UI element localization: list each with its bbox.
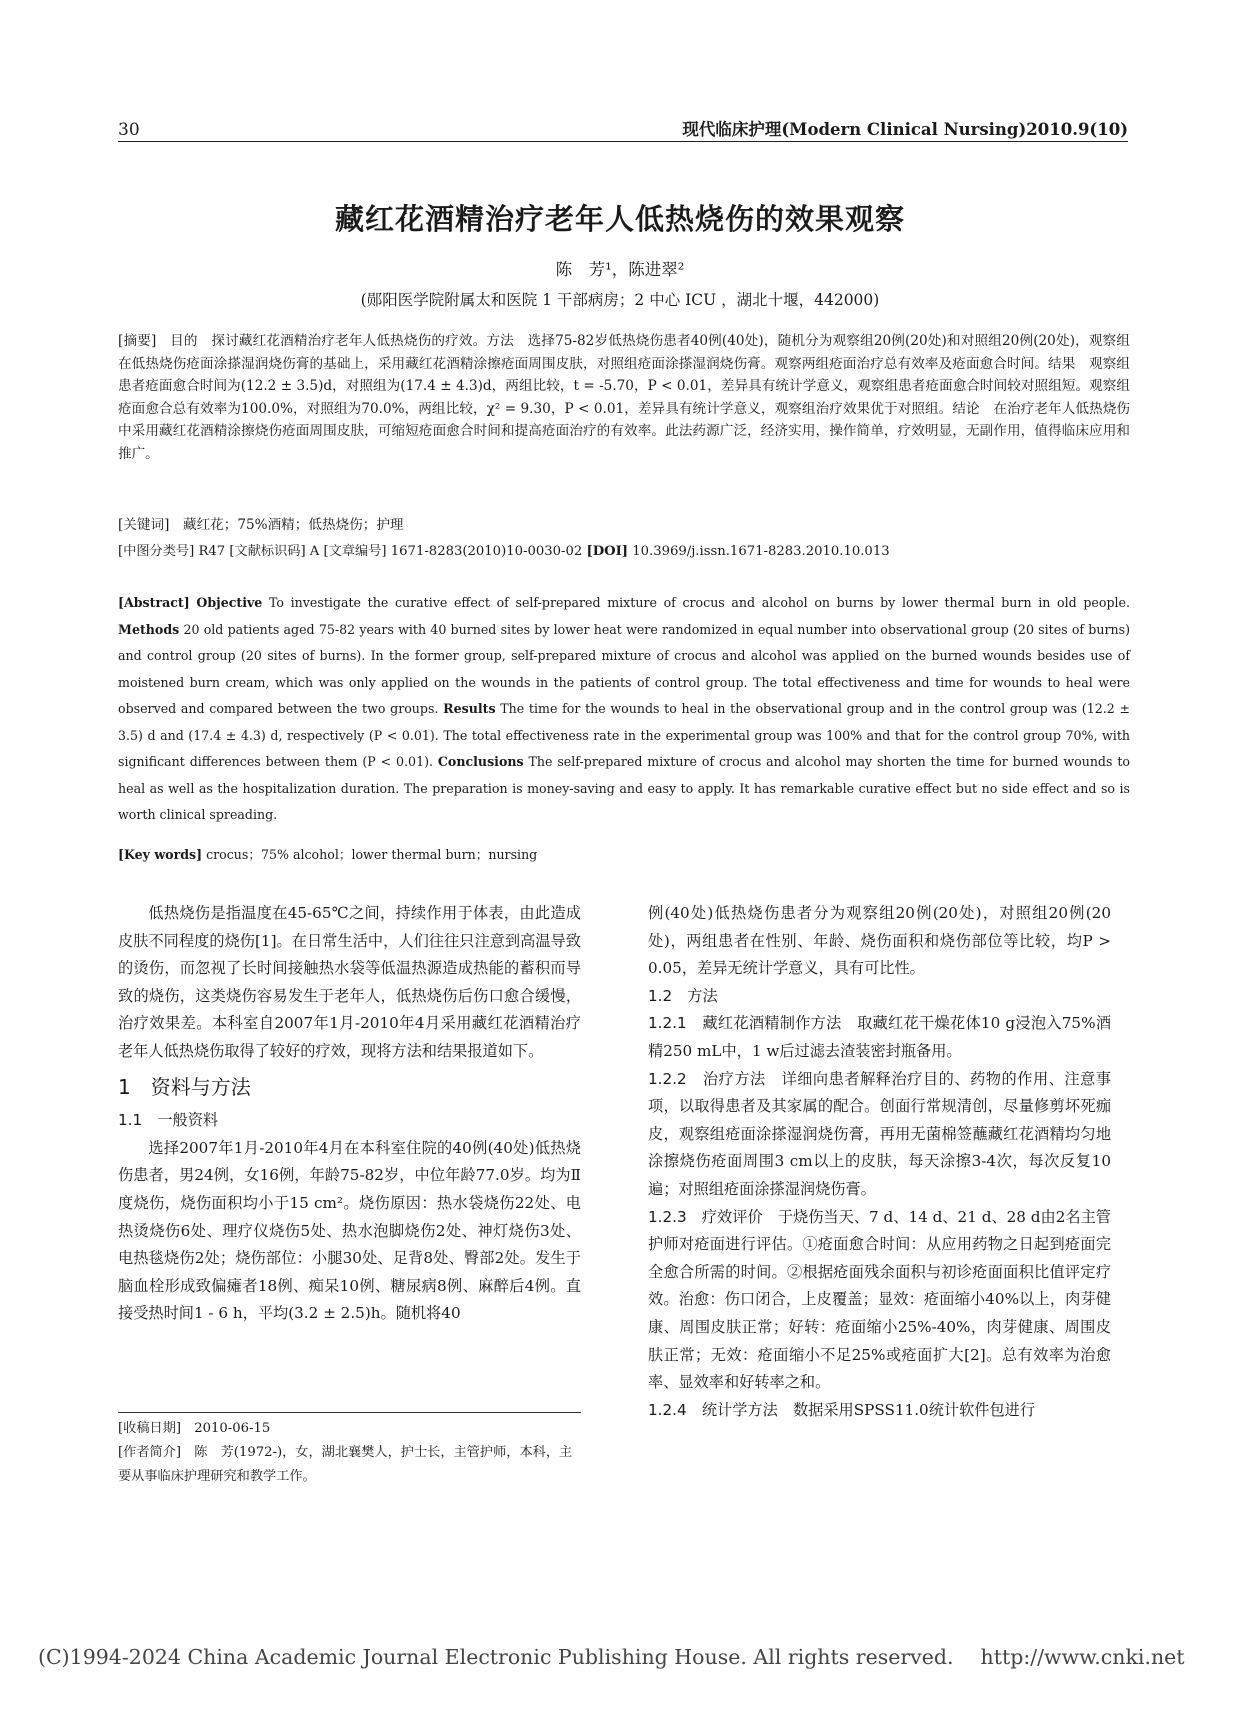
affiliation: (郧阳医学院附属太和医院 1 干部病房；2 中心 ICU ，湖北十堰，442000) [360,291,880,309]
methods-label: Methods [118,621,180,637]
authors: 陈 芳¹，陈进翠² [555,260,685,279]
doc-code-value: A [309,544,320,559]
header-rule [118,141,1128,142]
abstract-cn-text: 目的 探讨藏红花酒精治疗老年人低热烧伤的疗效。方法 选择75-82岁低热烧伤患者40例(40处)，随机分为观察组20例(20处)和对照组20例(20处)，观察组在低热烧伤疮面涂搽湿润烧伤膏的基础上，采用藏红花酒精涂擦疮面周围皮肤，对照组疮面涂搽湿润烧伤膏。观察两组疮面治疗总有效率及疮面愈合时间。结果 观察组患者疮面愈合时间为(12.2 ± 3.5)d，对照组为(17.4 ± 4.3)d，两组比较，t = -5.70，P < 0.01，差异具有统计学意义，观察组患者疮面愈合时间较对照组短。观察组疮面愈合总有效率为100.0%，对照组为70.0%，两组比较，χ² = 9.30，P < 0.01，差异具有统计学意义，观察组治疗效果优于对照组。结论 在治疗老年人低热烧伤中采用藏红花酒精涂擦烧伤疮面周围皮肤，可缩短疮面愈合时间和提高疮面治疗的有效率。此法药源广泛，经济实用，操作简单，疗效明显，无副作用，值得临床应用和推广。 [118,333,1131,462]
section-1-heading: 1 资料与方法 [118,1074,251,1099]
right-column [648,900,1111,1424]
intro-paragraph: 低热烧伤是指温度在45-65℃之间，持续作用于体表，由此造成皮肤不同程度的烧伤[1]。在日常生活中，人们往往只注意到高温导致的烫伤，而忽视了长时间接触热水袋等低温热源造成热能的蓄积而导致的烧伤，这类烧伤容易发生于老年人，低热烧伤后伤口愈合缓慢，治疗效果差。本科室自2007年1月-2010年4月采用藏红花酒精治疗老年人低热烧伤取得了较好的疗效，现将方法和结果报道如下。 [118,904,581,1060]
doc-code-label: [文献标识码] [229,544,306,559]
keywords-en-text: crocus；75% alcohol；lower thermal burn；nursing [206,847,538,862]
copyright-footer: (C)1994-2024 China Academic Journal Electronic Publishing House. All rights reserved. http://www.cnki.net [38,1645,1185,1669]
abstract-cn [118,330,1130,465]
conclusions-text: The self-prepared mixture of crocus and alcohol may shorten the time for burned wounds to heal as well as the hospitalization duration. The preparation is money-saving and easy to apply. It has remarkable curative effect but no side effect and so is worth clinical spreading. [118,754,1130,822]
article-number-value: 1671-8283(2010)10-0030-02 [390,544,583,559]
s122-text: 详细向患者解释治疗目的、药物的作用、注意事项，以取得患者及其家属的配合。创面行常规清创，尽量修剪坏死痂皮，观察组疮面涂搽湿润烧伤膏，再用无菌棉签蘸藏红花酒精均匀地涂擦烧伤疮面周围3 cm以上的皮肤，每天涂擦3-4次，每次反复10遍；对照组疮面涂搽湿润烧伤膏。 [648,1069,1112,1198]
clc-value: R47 [198,544,226,559]
author-bio-label: [作者简介] [118,1445,182,1460]
keywords-en [118,842,1130,869]
keywords-en-label: [Key words] [118,847,203,862]
subsection-1-1-continued: 例(40处)低热烧伤患者分为观察组20例(20处)，对照组20例(20处)，两组患者在性别、年龄、烧伤面积和烧伤部位等比较，均P > 0.05，差异无统计学意义，具有可比性。 [648,904,1111,978]
page-number: 30 [118,120,140,140]
clc-label: [中图分类号] [118,544,195,559]
s123-heading: 1.2.3 疗效评价 [648,1207,763,1226]
footnote-block [118,1412,581,1489]
keywords-cn-label: [关键词] [118,517,170,533]
footnote-top-rule [118,1412,581,1413]
footnote-author-line [118,1441,581,1489]
subsection-1-1-text: 选择2007年1月-2010年4月在本科室住院的40例(40处)低热烧伤患者，男24例，女16例，年龄75-82岁，中位年龄77.0岁。均为Ⅱ度烧伤，烧伤面积均小于15 cm²。烧伤原因：热水袋烧伤22处、电热烫烧伤6处、理疗仪烧伤5处、热水泡脚烧伤2处、神灯烧伤3处、电热毯烧伤2处；烧伤部位：小腿30处、足背8处、臀部2处。发生于脑血栓形成致偏瘫者18例、痴呆10例、糖尿病8例、麻醉后4例。直接受热时间1 - 6 h，平均(3.2 ± 2.5)h。随机将40 [118,1138,581,1323]
methods-text: 20 old patients aged 75-82 years with 40 burned sites by lower heat were randomized in equal number into observational group (20 sites of burns) and control group (20 sites of burns). In the former group, self-prepared mixture of crocus and alcohol was applied on the burned wounds besides use of moistened burn cream, which was only applied on the wounds in the patients of control group. The total effectiveness and time for wounds to heal were observed and compared between the two groups. [118,621,1130,716]
received-label-2: [收稿日期] [118,1421,182,1436]
results-text: The time for the wounds to heal in the observational group and in the control group was (12.2 ± 3.5) d and (17.4 ± 4.3) d, respectively (P < 0.01). The total effectiveness rate in the experimental group was 100% and that for the control group 70%, with significant differences between them (P < 0.01). [118,701,1130,769]
article-number-label: [文章编号] [323,544,387,559]
s124-heading: 1.2.4 统计学方法 [648,1400,778,1419]
received-date-2: 2010-06-15 [194,1421,271,1436]
author-bio-text: 陈 芳(1972-)，女，湖北襄樊人，护士长，主管护师，本科，主要从事临床护理研究和教学工作。 [118,1445,573,1484]
doi-value: 10.3969/j.issn.1671-8283.2010.10.013 [632,544,890,559]
objective-label: Objective [196,595,263,610]
s121-heading: 1.2.1 藏红花酒精制作方法 [648,1014,842,1033]
subsection-1-1-heading: 1.1 一般资料 [118,1111,219,1130]
s122-heading: 1.2.2 治疗方法 [648,1069,766,1088]
classification-line [118,541,1130,564]
subsection-1-2-heading: 1.2 方法 [648,986,718,1005]
doi-label: [DOI] [586,544,629,559]
s123-text: 于烧伤当天、7 d、14 d、21 d、28 d由2名主管护师对疮面进行评估。①疮面愈合时间：从应用药物之日起到疮面完全愈合所需的时间。②根据疮面残余面积与初诊疮面面积比值评定疗效。治愈：伤口闭合，上皮覆盖；显效：疮面缩小40%以上，肉芽健康、周围皮肤正常；好转：疮面缩小25%-40%，肉芽健康、周围皮肤正常；无效：疮面缩小不足25%或疮面扩大[2]。总有效率为治愈率、显效率和好转率之和。 [648,1207,1111,1392]
keywords-cn [118,514,1130,537]
left-column [118,900,581,1328]
footnote-received-line [118,1417,581,1441]
abstract-cn-label: [摘要] [118,333,157,349]
conclusions-label: Conclusions [437,754,524,769]
results-label: Results [443,701,496,716]
journal-header: 现代临床护理(Modern Clinical Nursing)2010.9(10) [682,120,1128,139]
keywords-cn-text: 藏红花；75%酒精；低热烧伤；护理 [182,517,404,533]
abstract-en-label: [Abstract] [118,595,190,610]
article-title: 藏红花酒精治疗老年人低热烧伤的效果观察 [334,202,905,236]
objective-text: To investigate the curative effect of self-prepared mixture of crocus and alcohol on burns by lower thermal burn in old people. [268,595,1130,610]
abstract-en [118,590,1130,829]
s124-text: 数据采用SPSS11.0统计软件包进行 [792,1400,1036,1419]
s121-text: 取藏红花干燥花体10 g浸泡入75%酒精250 mL中，1 w后过滤去渣装密封瓶备用。 [648,1014,1112,1060]
